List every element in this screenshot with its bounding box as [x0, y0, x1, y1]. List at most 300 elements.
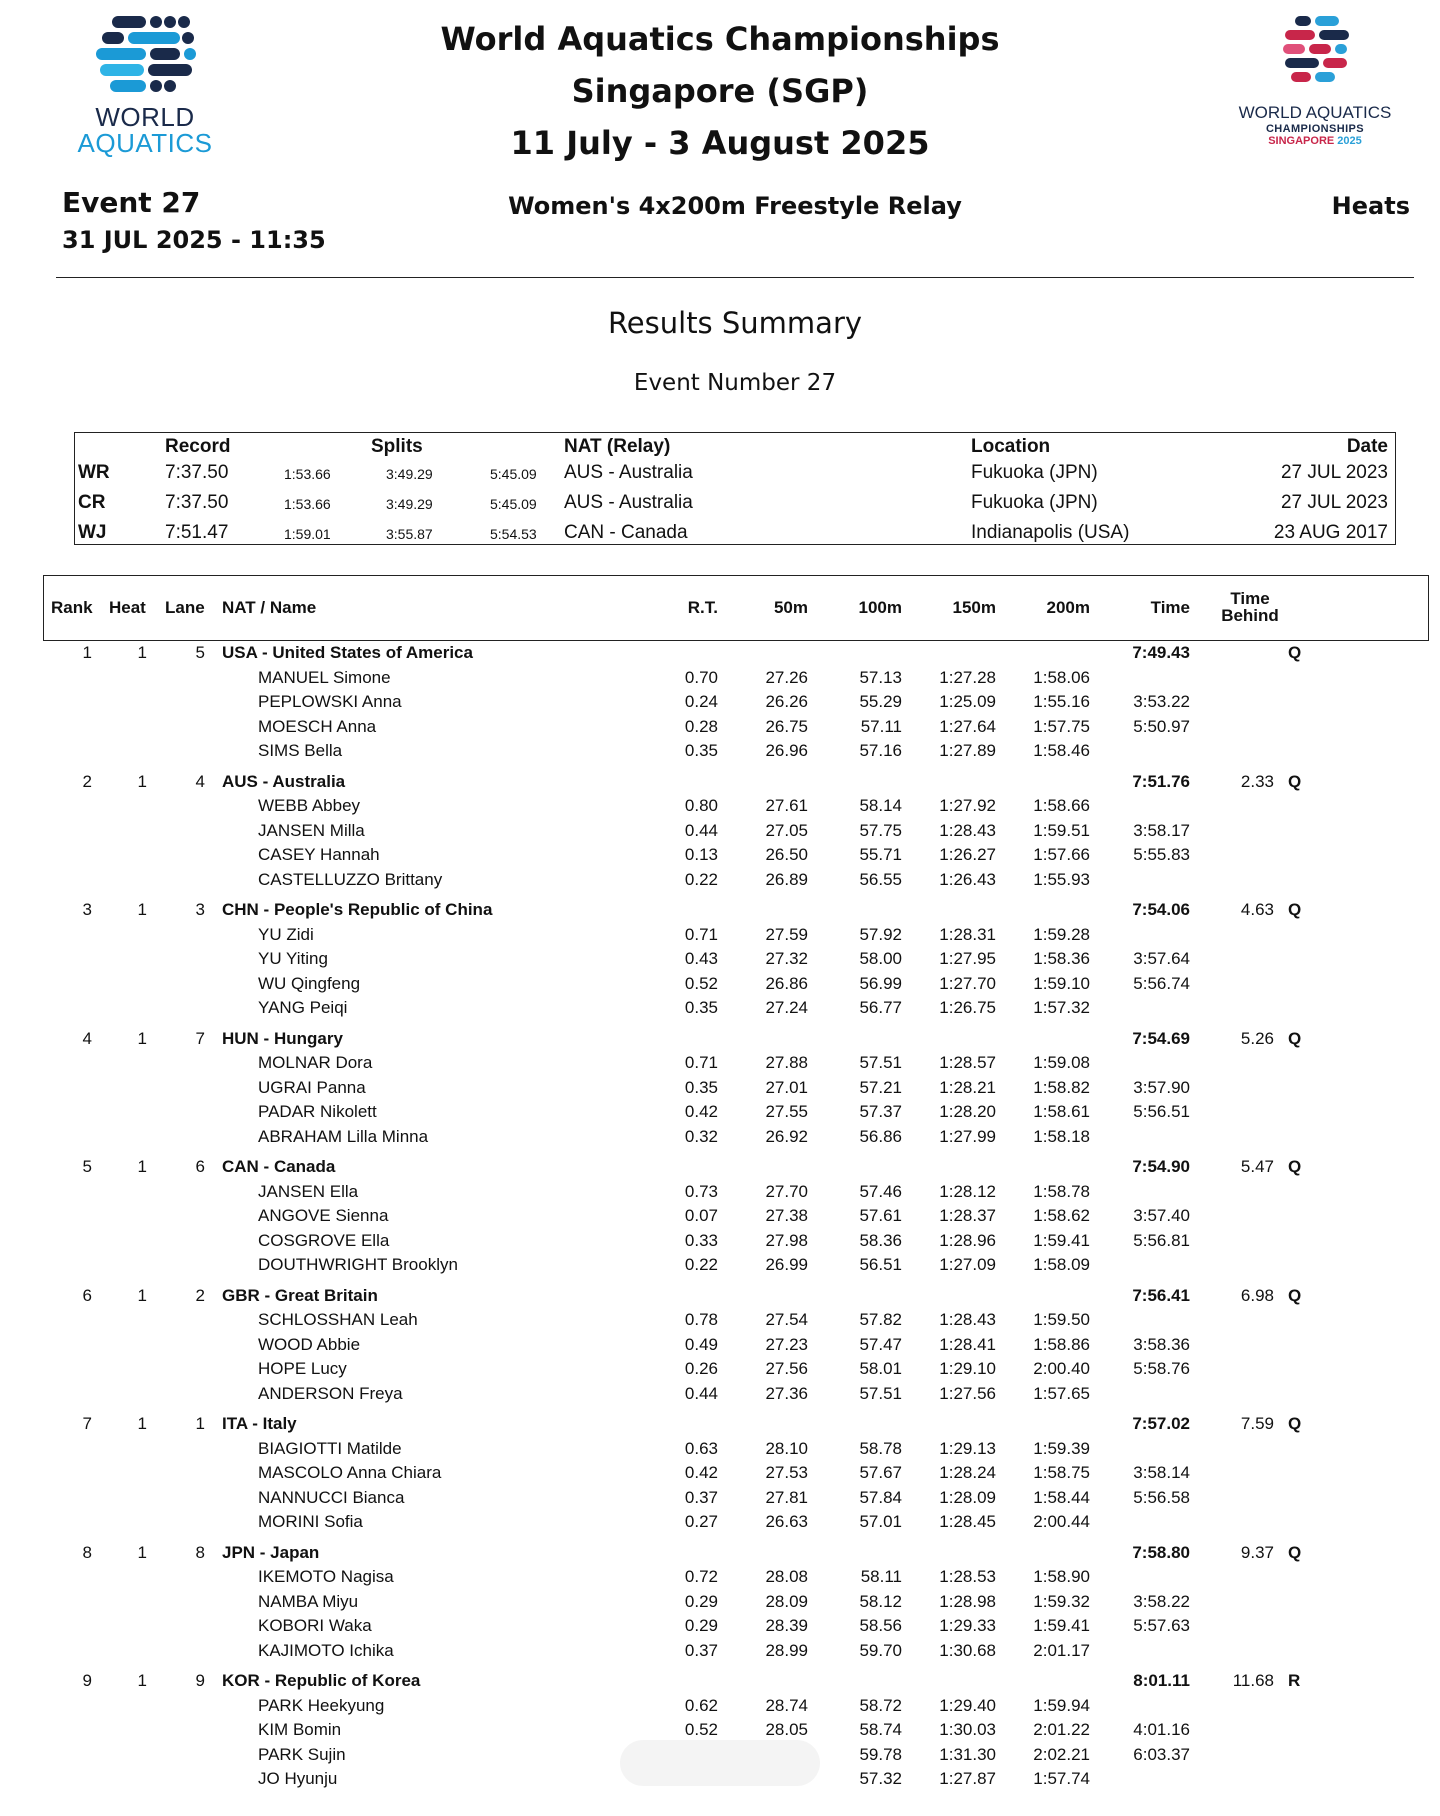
swimmer-split-50m: 27.81 [765, 1487, 808, 1507]
swimmer-split-200m: 1:58.86 [1033, 1334, 1090, 1354]
swimmer-name: IKEMOTO Nagisa [258, 1567, 394, 1587]
swimmer-reaction-time: 0.13 [684, 845, 718, 865]
swimmer-split-200m: 1:58.61 [1033, 1102, 1090, 1122]
swimmer-split-200m: 1:58.82 [1033, 1077, 1090, 1097]
swimmer-split-200m: 1:58.66 [1033, 796, 1090, 816]
swimmer-split-100m: 56.51 [859, 1255, 902, 1275]
swimmer-cumulative-time: 5:50.97 [1133, 716, 1190, 736]
swimmer-reaction-time: 0.33 [684, 1230, 718, 1250]
swimmer-split-150m: 1:29.10 [939, 1359, 996, 1379]
swimmer-split-150m: 1:28.98 [939, 1591, 996, 1611]
swimmer-reaction-time: 0.42 [684, 1463, 718, 1483]
summary-title: Results Summary [607, 306, 863, 340]
swimmer-split-100m: 58.72 [859, 1695, 902, 1715]
swimmer-split-200m: 1:58.78 [1033, 1181, 1090, 1201]
team-rank: 1 [82, 643, 92, 662]
swimmer-split-150m: 1:27.09 [939, 1255, 996, 1275]
record-split-3: 5:45.09 [490, 496, 537, 512]
swimmer-split-100m: 59.78 [859, 1744, 902, 1764]
swimmer-name: SCHLOSSHAN Leah [258, 1310, 418, 1330]
swimmer-name: SIMS Bella [258, 741, 343, 761]
swimmer-split-150m: 1:28.20 [939, 1102, 996, 1122]
swimmer-split-150m: 1:27.64 [939, 716, 996, 736]
swimmer-name: COSGROVE Ella [258, 1230, 390, 1250]
swimmer-split-200m: 1:55.93 [1033, 869, 1090, 889]
swimmer-split-100m: 57.82 [859, 1310, 902, 1330]
swimmer-split-200m: 1:57.32 [1033, 998, 1090, 1018]
swimmer-split-150m: 1:29.40 [939, 1695, 996, 1715]
swimmer-split-200m: 1:59.50 [1033, 1310, 1090, 1330]
swimmer-split-100m: 58.12 [859, 1591, 902, 1611]
swimmer-split-100m: 57.92 [859, 924, 902, 944]
logo-word-aquatics: AQUATICS [77, 128, 213, 158]
team-rank: 4 [82, 1028, 92, 1048]
swimmer-split-150m: 1:27.70 [939, 973, 996, 993]
team-heat: 1 [137, 1028, 147, 1048]
swimmer-split-200m: 1:58.18 [1033, 1126, 1090, 1146]
record-split-2: 3:49.29 [386, 496, 433, 512]
swimmer-split-50m: 27.53 [765, 1463, 808, 1483]
logo-right-subtitle: CHAMPIONSHIPS [1265, 123, 1365, 135]
swimmer-name: WOOD Abbie [258, 1334, 361, 1354]
team-time: 7:51.76 [1132, 771, 1190, 791]
swimmer-reaction-time: 0.52 [684, 1720, 718, 1740]
record-split-3: 5:54.53 [490, 526, 537, 542]
results-header-time-behind-line2: Behind [1221, 606, 1279, 625]
swimmer-split-200m: 1:59.51 [1033, 820, 1090, 840]
team-name: CHN - People's Republic of China [222, 900, 493, 919]
swimmer-split-50m: 26.86 [765, 973, 808, 993]
swimmer-split-150m: 1:28.09 [939, 1487, 996, 1507]
results-header-lane: Lane [165, 598, 205, 617]
records-table [74, 432, 1396, 545]
team-heat: 1 [137, 771, 147, 791]
swimmer-reaction-time: 0.28 [684, 716, 718, 736]
swimmer-split-100m: 56.99 [859, 973, 902, 993]
records-header-location: Location [971, 436, 1051, 457]
logo-word-world: WORLD [95, 102, 195, 132]
swimmer-split-150m: 1:27.89 [939, 741, 996, 761]
swimmer-cumulative-time: 3:58.14 [1133, 1463, 1190, 1483]
results-header-150m: 150m [952, 598, 996, 617]
team-lane: 9 [195, 1671, 205, 1690]
record-location: Indianapolis (USA) [971, 522, 1130, 543]
swimmer-split-150m: 1:27.95 [939, 949, 996, 969]
swimmer-split-50m: 27.32 [765, 949, 808, 969]
swimmer-split-100m: 57.32 [859, 1769, 902, 1789]
swimmer-reaction-time: 0.44 [684, 820, 718, 840]
swimmer-split-100m: 56.77 [859, 998, 902, 1018]
swimmer-reaction-time: 0.42 [684, 1102, 718, 1122]
swimmer-reaction-time: 0.37 [684, 1640, 718, 1660]
swimmer-split-50m: 26.50 [765, 845, 808, 865]
swimmer-split-50m: 27.59 [765, 924, 808, 944]
swimmer-split-150m: 1:30.68 [939, 1640, 996, 1660]
swimmer-split-200m: 2:01.22 [1033, 1720, 1090, 1740]
swimmer-split-200m: 1:58.46 [1033, 741, 1090, 761]
swimmer-split-100m: 57.21 [859, 1077, 902, 1097]
swimmer-split-100m: 57.61 [859, 1206, 902, 1226]
team-name: USA - United States of America [222, 643, 473, 662]
swimmer-name: UGRAI Panna [258, 1077, 366, 1097]
swimmer-reaction-time: 0.32 [684, 1126, 718, 1146]
record-code: CR [78, 492, 106, 513]
swimmer-split-150m: 1:27.56 [939, 1383, 996, 1403]
team-time: 7:58.80 [1132, 1542, 1190, 1562]
swimmer-split-100m: 56.86 [859, 1126, 902, 1146]
swimmer-split-150m: 1:26.27 [939, 845, 996, 865]
swimmer-split-100m: 57.47 [859, 1334, 902, 1354]
team-rank: 8 [82, 1542, 92, 1562]
swimmer-split-150m: 1:28.43 [939, 820, 996, 840]
record-split-3: 5:45.09 [490, 466, 537, 482]
swimmer-split-150m: 1:28.37 [939, 1206, 996, 1226]
swimmer-split-100m: 58.11 [860, 1567, 902, 1587]
swimmer-reaction-time: 0.43 [684, 949, 718, 969]
swimmer-cumulative-time: 3:58.22 [1133, 1591, 1190, 1611]
swimmer-split-200m: 1:55.16 [1033, 692, 1090, 712]
swimmer-name: MOLNAR Dora [258, 1053, 373, 1073]
swimmer-reaction-time: 0.22 [684, 869, 718, 889]
swimmer-split-200m: 1:59.41 [1033, 1230, 1090, 1250]
record-nat: CAN - Canada [564, 522, 688, 543]
swimmer-split-50m: 28.74 [765, 1695, 808, 1715]
swimmer-name: HOPE Lucy [258, 1359, 347, 1379]
team-time: 8:01.11 [1133, 1671, 1190, 1690]
swimmer-name: JANSEN Ella [258, 1181, 359, 1201]
swimmer-name: NANNUCCI Bianca [258, 1487, 405, 1507]
swimmer-reaction-time: 0.27 [684, 1512, 718, 1532]
swimmer-split-150m: 1:28.41 [939, 1334, 996, 1354]
swimmer-reaction-time: 0.62 [684, 1695, 718, 1715]
results-header-200m: 200m [1046, 598, 1090, 617]
swimmer-split-150m: 1:28.31 [939, 924, 996, 944]
team-time-behind: 5.26 [1240, 1028, 1274, 1048]
swimmer-split-50m: 26.96 [765, 741, 808, 761]
swimmer-reaction-time: 0.73 [684, 1181, 718, 1201]
record-split-1: 1:59.01 [284, 526, 331, 542]
team-heat: 1 [137, 1671, 147, 1690]
swimmer-split-200m: 2:00.40 [1033, 1359, 1090, 1379]
swimmer-split-150m: 1:28.12 [939, 1181, 996, 1201]
team-time: 7:57.02 [1132, 1414, 1190, 1433]
team-name: JPN - Japan [222, 1542, 320, 1562]
swimmer-split-100m: 59.70 [859, 1640, 902, 1660]
swimmer-reaction-time: 0.35 [684, 998, 718, 1018]
swimmer-split-200m: 1:58.09 [1033, 1255, 1090, 1275]
swimmer-name: ANDERSON Freya [258, 1383, 403, 1403]
swimmer-reaction-time: 0.29 [684, 1591, 718, 1611]
swimmer-name: YANG Peiqi [258, 998, 348, 1018]
event-name: Women's 4x200m Freestyle Relay [508, 192, 962, 220]
team-lane: 7 [195, 1028, 205, 1048]
swimmer-reaction-time: 0.29 [684, 1616, 718, 1636]
swimmer-split-50m: 27.24 [765, 998, 808, 1018]
team-time-behind: 9.37 [1240, 1542, 1274, 1562]
swimmer-split-100m: 57.51 [859, 1053, 902, 1073]
records-header-splits: Splits [371, 436, 423, 457]
swimmer-split-200m: 2:00.44 [1033, 1512, 1090, 1532]
team-lane: 4 [195, 771, 205, 791]
team-name: CAN - Canada [222, 1157, 336, 1176]
swimmer-split-200m: 2:02.21 [1033, 1744, 1090, 1764]
swimmer-name: KAJIMOTO Ichika [258, 1640, 394, 1660]
record-split-2: 3:55.87 [386, 526, 433, 542]
swimmer-name: CASEY Hannah [258, 845, 380, 865]
swimmer-name: JANSEN Milla [258, 820, 365, 840]
swimmer-cumulative-time: 3:58.36 [1133, 1334, 1190, 1354]
swimmer-split-100m: 58.00 [859, 949, 902, 969]
swimmer-split-150m: 1:29.33 [939, 1616, 996, 1636]
team-time: 7:56.41 [1132, 1285, 1190, 1305]
records-header-date: Date [1346, 436, 1388, 457]
swimmer-split-100m: 57.51 [859, 1383, 902, 1403]
swimmer-cumulative-time: 3:57.40 [1133, 1206, 1190, 1226]
swimmer-split-150m: 1:31.30 [939, 1744, 996, 1764]
swimmer-split-100m: 57.46 [859, 1181, 902, 1201]
championship-title: World Aquatics Championships [440, 20, 1000, 58]
swimmer-cumulative-time: 4:01.16 [1133, 1720, 1190, 1740]
swimmer-reaction-time: 0.72 [684, 1567, 718, 1587]
swimmer-split-200m: 1:59.28 [1033, 924, 1090, 944]
swimmer-reaction-time: 0.78 [684, 1310, 718, 1330]
swimmer-split-100m: 57.01 [859, 1512, 902, 1532]
swimmer-name: JO Hyunju [258, 1769, 338, 1789]
swimmer-name: MORINI Sofia [258, 1512, 363, 1532]
record-split-1: 1:53.66 [284, 496, 331, 512]
team-rank: 3 [82, 900, 92, 919]
swimmer-split-50m: 26.26 [765, 692, 808, 712]
team-time-behind: 5.47 [1240, 1157, 1274, 1176]
swimmer-reaction-time: 0.07 [684, 1206, 718, 1226]
team-rank: 2 [82, 771, 92, 791]
swimmer-split-50m: 26.99 [765, 1255, 808, 1275]
swimmer-reaction-time: 0.63 [684, 1438, 718, 1458]
swimmer-name: KOBORI Waka [258, 1616, 372, 1636]
swimmer-split-150m: 1:27.99 [939, 1126, 996, 1146]
record-nat: AUS - Australia [564, 492, 693, 513]
swimmer-split-50m: 27.55 [765, 1102, 808, 1122]
team-time: 7:54.06 [1132, 900, 1190, 919]
swimmer-split-200m: 1:58.62 [1033, 1206, 1090, 1226]
team-name: GBR - Great Britain [222, 1285, 378, 1305]
swimmer-cumulative-time: 3:57.64 [1133, 949, 1190, 969]
team-lane: 3 [195, 900, 205, 919]
swimmer-split-50m: 26.75 [765, 716, 808, 736]
event-label: Event 27 [62, 186, 201, 219]
swimmer-name: YU Zidi [258, 924, 314, 944]
swimmer-reaction-time: 0.80 [684, 796, 718, 816]
swimmer-cumulative-time: 5:55.83 [1133, 845, 1190, 865]
team-name: KOR - Republic of Korea [222, 1671, 421, 1690]
team-qualification: Q [1288, 1542, 1302, 1562]
record-nat: AUS - Australia [564, 462, 693, 483]
swimmer-split-150m: 1:28.24 [939, 1463, 996, 1483]
swimmer-split-150m: 1:28.43 [939, 1310, 996, 1330]
swimmer-split-200m: 1:58.44 [1033, 1487, 1090, 1507]
swimmer-reaction-time: 0.49 [684, 1334, 718, 1354]
team-time-behind: 6.98 [1240, 1285, 1274, 1305]
swimmer-split-200m: 1:59.39 [1033, 1438, 1090, 1458]
swimmer-split-50m: 26.92 [765, 1126, 808, 1146]
swimmer-name: BIAGIOTTI Matilde [258, 1438, 402, 1458]
swimmer-name: WU Qingfeng [258, 973, 361, 993]
team-rank: 9 [82, 1671, 92, 1690]
swimmer-split-200m: 2:01.17 [1033, 1640, 1090, 1660]
team-time-behind: 7.59 [1240, 1414, 1274, 1433]
swimmer-reaction-time: 0.35 [684, 741, 718, 761]
swimmer-split-100m: 57.67 [859, 1463, 902, 1483]
swimmer-split-200m: 1:57.65 [1033, 1383, 1090, 1403]
swimmer-split-50m: 27.54 [765, 1310, 808, 1330]
swimmer-split-50m: 27.36 [765, 1383, 808, 1403]
results-header-time: Time [1150, 598, 1190, 617]
swimmer-name: PARK Sujin [258, 1744, 346, 1764]
team-qualification: R [1288, 1671, 1301, 1690]
swimmer-cumulative-time: 5:56.58 [1133, 1487, 1190, 1507]
swimmer-split-100m: 58.74 [859, 1720, 902, 1740]
swimmer-reaction-time: 0.52 [684, 973, 718, 993]
swimmer-split-100m: 57.37 [859, 1102, 902, 1122]
record-time: 7:37.50 [165, 492, 229, 513]
swimmer-split-150m: 1:25.09 [939, 692, 996, 712]
team-lane: 2 [195, 1285, 205, 1305]
results-header-time-behind-line1: Time [1230, 589, 1270, 608]
swimmer-split-150m: 1:28.53 [939, 1567, 996, 1587]
swimmer-split-200m: 1:59.32 [1033, 1591, 1090, 1611]
swimmer-name: ANGOVE Sienna [258, 1206, 389, 1226]
results-header-rt: R.T. [687, 598, 718, 617]
swimmer-split-100m: 55.29 [859, 692, 902, 712]
record-split-2: 3:49.29 [386, 466, 433, 482]
swimmer-split-100m: 57.16 [859, 741, 902, 761]
record-location: Fukuoka (JPN) [971, 492, 1098, 513]
swimmer-split-150m: 1:30.03 [939, 1720, 996, 1740]
team-qualification: Q [1288, 1285, 1302, 1305]
swimmer-name: MASCOLO Anna Chiara [258, 1463, 442, 1483]
swimmer-split-50m: 27.98 [765, 1230, 808, 1250]
championship-location: Singapore (SGP) [571, 72, 869, 110]
swimmer-reaction-time: 0.71 [684, 924, 718, 944]
swimmer-cumulative-time: 3:57.90 [1133, 1077, 1190, 1097]
team-heat: 1 [137, 1542, 147, 1562]
team-qualification: Q [1288, 900, 1302, 919]
watermark-overlay [620, 1740, 820, 1786]
record-time: 7:37.50 [165, 462, 229, 483]
team-name: HUN - Hungary [222, 1028, 343, 1048]
team-time: 7:54.90 [1132, 1157, 1190, 1176]
swimmer-split-100m: 57.11 [860, 716, 902, 736]
swimmer-split-50m: 28.09 [765, 1591, 808, 1611]
swimmer-name: NAMBA Miyu [258, 1591, 359, 1611]
team-rank: 6 [82, 1285, 92, 1305]
swimmer-split-200m: 1:59.41 [1033, 1616, 1090, 1636]
swimmer-name: MOESCH Anna [258, 716, 377, 736]
record-location: Fukuoka (JPN) [971, 462, 1098, 483]
swimmer-split-100m: 58.14 [859, 796, 902, 816]
swimmer-cumulative-time: 5:56.51 [1133, 1102, 1190, 1122]
team-heat: 1 [137, 1157, 147, 1176]
swimmer-split-50m: 27.56 [765, 1359, 808, 1379]
swimmer-cumulative-time: 3:53.22 [1133, 692, 1190, 712]
team-lane: 8 [195, 1542, 205, 1562]
swimmer-split-50m: 27.61 [765, 796, 808, 816]
team-time-behind: 11.68 [1232, 1671, 1274, 1690]
swimmer-cumulative-time: 6:03.37 [1133, 1744, 1190, 1764]
swimmer-split-50m: 27.70 [765, 1181, 808, 1201]
swimmer-name: MANUEL Simone [258, 667, 391, 687]
swimmer-split-200m: 1:59.08 [1033, 1053, 1090, 1073]
team-rank: 5 [82, 1157, 92, 1176]
swimmer-split-50m: 27.26 [765, 667, 808, 687]
team-qualification: Q [1288, 1414, 1302, 1433]
swimmer-split-150m: 1:28.21 [939, 1077, 996, 1097]
swimmer-split-50m: 28.39 [765, 1616, 808, 1636]
record-date: 27 JUL 2023 [1280, 462, 1388, 483]
team-qualification: Q [1288, 1028, 1302, 1048]
swimmer-reaction-time: 0.37 [684, 1487, 718, 1507]
swimmer-split-50m: 28.10 [765, 1438, 808, 1458]
swimmer-split-200m: 1:57.66 [1033, 845, 1090, 865]
team-time: 7:49.43 [1132, 643, 1190, 662]
swimmer-split-50m: 27.38 [765, 1206, 808, 1226]
record-time: 7:51.47 [165, 522, 229, 543]
logo-right-city: SINGAPORE [1268, 135, 1335, 147]
swimmer-split-150m: 1:28.45 [939, 1512, 996, 1532]
swimmer-reaction-time: 0.22 [684, 1255, 718, 1275]
swimmer-name: PARK Heekyung [258, 1695, 385, 1715]
results-header-rank: Rank [51, 598, 93, 617]
swimmer-split-200m: 1:59.94 [1033, 1695, 1090, 1715]
swimmer-split-150m: 1:27.92 [939, 796, 996, 816]
swimmer-cumulative-time: 5:56.81 [1133, 1230, 1190, 1250]
swimmer-split-100m: 58.78 [859, 1438, 902, 1458]
swimmer-split-50m: 27.23 [765, 1334, 808, 1354]
swimmer-name: PEPLOWSKI Anna [258, 692, 402, 712]
results-header-name: NAT / Name [222, 598, 317, 617]
swimmer-name: CASTELLUZZO Brittany [258, 869, 443, 889]
team-heat: 1 [137, 1285, 147, 1305]
records-header-nat: NAT (Relay) [564, 436, 671, 457]
results-header-heat: Heat [109, 598, 146, 617]
swimmer-split-200m: 1:58.90 [1033, 1567, 1090, 1587]
results-header-time-behind [1205, 590, 1295, 624]
swimmer-split-50m: 26.89 [765, 869, 808, 889]
team-qualification: Q [1288, 1157, 1302, 1176]
swimmer-name: YU Yiting [258, 949, 328, 969]
swimmer-split-100m: 58.56 [859, 1616, 902, 1636]
event-phase: Heats [1331, 192, 1410, 220]
record-date: 23 AUG 2017 [1273, 522, 1388, 543]
swimmer-split-150m: 1:28.96 [939, 1230, 996, 1250]
championship-dates: 11 July - 3 August 2025 [510, 124, 930, 162]
swimmer-split-150m: 1:26.75 [939, 998, 996, 1018]
swimmer-split-150m: 1:29.13 [939, 1438, 996, 1458]
logo-right-year: 2025 [1337, 135, 1362, 147]
header-divider [56, 277, 1414, 278]
team-heat: 1 [137, 900, 147, 919]
team-time-behind: 2.33 [1240, 771, 1274, 791]
swimmer-split-50m: 28.08 [765, 1567, 808, 1587]
team-name: ITA - Italy [222, 1414, 297, 1433]
swimmer-cumulative-time: 5:58.76 [1133, 1359, 1190, 1379]
swimmer-cumulative-time: 5:57.63 [1133, 1616, 1190, 1636]
swimmer-reaction-time: 0.35 [684, 1077, 718, 1097]
team-lane: 6 [195, 1157, 205, 1176]
event-number: Event Number 27 [633, 370, 837, 396]
swimmer-reaction-time: 0.26 [684, 1359, 718, 1379]
swimmer-split-200m: 1:57.75 [1033, 716, 1090, 736]
